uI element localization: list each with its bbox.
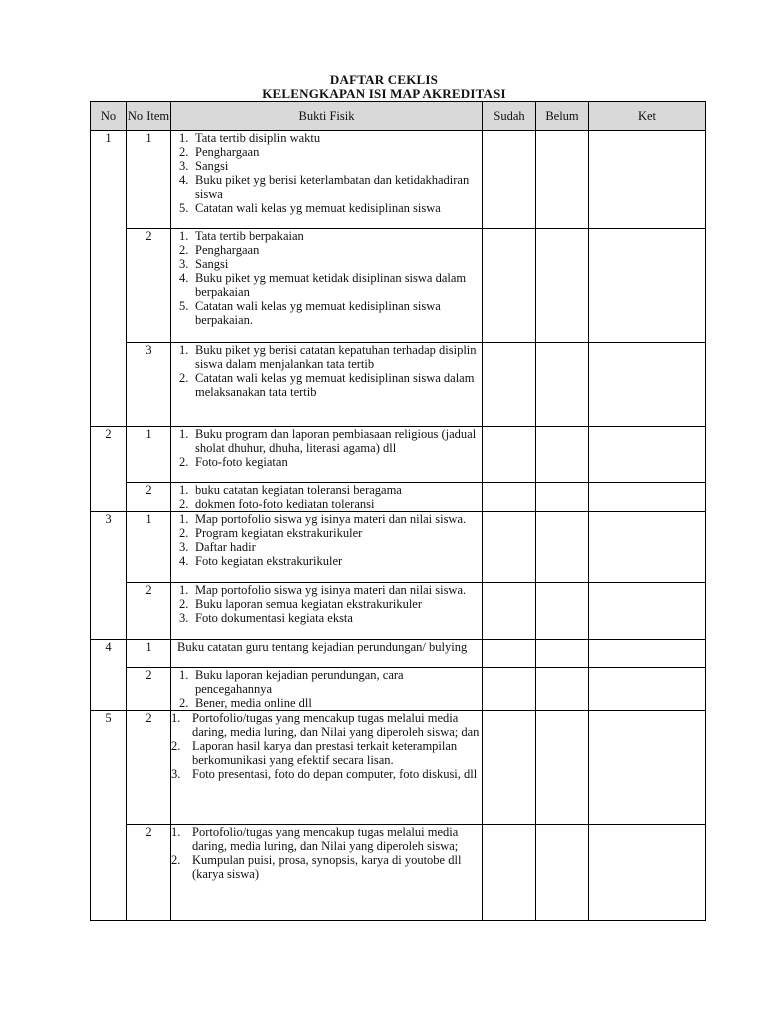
bukti-fisik-cell: [171, 512, 483, 583]
bukti-fisik-cell: [171, 583, 483, 640]
list-item-text: Catatan wali kelas yg memuat kedisiplinan siswa: [195, 201, 441, 215]
belum-cell: [536, 427, 589, 483]
list-item: [171, 131, 482, 145]
table-row: [91, 483, 706, 512]
header-ket: Ket: [589, 102, 706, 131]
bukti-fisik-list: [171, 583, 482, 625]
ket-cell: [589, 131, 706, 229]
item-number: 2: [127, 483, 171, 512]
list-item-number: 1.: [179, 512, 189, 526]
bukti-fisik-cell: [171, 229, 483, 343]
bukti-fisik-list: [171, 711, 482, 781]
list-item-text: Program kegiatan ekstrakurikuler: [195, 526, 363, 540]
table-row: [91, 343, 706, 427]
list-item-text: Buku laporan semua kegiatan ekstrakurikuler: [195, 597, 423, 611]
list-item-text: Penghargaan: [195, 243, 260, 257]
sudah-cell: [483, 131, 536, 229]
header-no-item: No Item: [127, 102, 171, 131]
bukti-fisik-list: [171, 668, 482, 710]
list-item: [171, 145, 482, 159]
belum-cell: [536, 512, 589, 583]
list-item: [171, 711, 482, 739]
table-row: [91, 427, 706, 483]
group-number: 4: [91, 640, 127, 711]
list-item-text: Tata tertib disiplin waktu: [195, 131, 321, 145]
header-belum: Belum: [536, 102, 589, 131]
list-item-number: 1.: [171, 825, 181, 839]
sudah-cell: [483, 343, 536, 427]
item-number: 2: [127, 825, 171, 921]
list-item: [171, 201, 482, 215]
item-number: 2: [127, 711, 171, 825]
list-item-number: 2.: [179, 145, 189, 159]
list-item-number: 1.: [179, 668, 189, 682]
group-number: 1: [91, 131, 127, 427]
list-item-text: Daftar hadir: [195, 540, 256, 554]
item-number: 1: [127, 512, 171, 583]
list-item-text: Sangsi: [195, 257, 229, 271]
list-item: [171, 243, 482, 257]
ket-cell: [589, 825, 706, 921]
list-item: [171, 825, 482, 853]
list-item-text: Kumpulan puisi, prosa, synopsis, karya di youtobe dll (karya siswa): [192, 853, 462, 881]
item-number: 1: [127, 640, 171, 668]
sudah-cell: [483, 825, 536, 921]
header-no: No: [91, 102, 127, 131]
ket-cell: [589, 668, 706, 711]
bukti-fisik-list: [171, 229, 482, 327]
list-item: [171, 497, 482, 511]
ket-cell: [589, 427, 706, 483]
item-number: 1: [127, 427, 171, 483]
list-item-number: 2.: [179, 526, 189, 540]
bukti-fisik-cell: [171, 343, 483, 427]
belum-cell: [536, 583, 589, 640]
list-item-number: 2.: [179, 696, 189, 710]
list-item: [171, 696, 482, 710]
table-row: [91, 229, 706, 343]
belum-cell: [536, 668, 589, 711]
list-item-text: Map portofolio siswa yg isinya materi dan nilai siswa.: [195, 583, 467, 597]
list-item-number: 3.: [171, 767, 181, 781]
ket-cell: [589, 343, 706, 427]
list-item-number: 1.: [179, 483, 189, 497]
checklist-table: [90, 101, 706, 921]
bukti-fisik-cell: [171, 483, 483, 512]
table-row: [91, 825, 706, 921]
list-item-number: 2.: [171, 739, 181, 753]
list-item-number: 3.: [179, 159, 189, 173]
table-row: [91, 640, 706, 668]
ket-cell: [589, 483, 706, 512]
list-item-number: 1.: [179, 427, 189, 441]
list-item-number: 1.: [179, 229, 189, 243]
list-item: [171, 343, 482, 371]
list-item: [171, 611, 482, 625]
item-number: 2: [127, 668, 171, 711]
list-item: [171, 483, 482, 497]
list-item-text: Bener, media online dll: [195, 696, 312, 710]
table-row: [91, 583, 706, 640]
list-item-number: 3.: [179, 611, 189, 625]
list-item: [171, 455, 482, 469]
list-item-text: Foto presentasi, foto do depan computer, foto diskusi, dll: [192, 767, 478, 781]
sudah-cell: [483, 512, 536, 583]
sudah-cell: [483, 640, 536, 668]
list-item-text: Tata tertib berpakaian: [195, 229, 304, 243]
list-item-text: Foto kegiatan ekstrakurikuler: [195, 554, 343, 568]
list-item-text: Catatan wali kelas yg memuat kedisiplinan siswa berpakaian.: [195, 299, 441, 327]
belum-cell: [536, 131, 589, 229]
belum-cell: [536, 640, 589, 668]
belum-cell: [536, 343, 589, 427]
document-subtitle: KELENGKAPAN ISI MAP AKREDITASI: [262, 86, 506, 101]
table-header-row: [91, 102, 706, 131]
list-item: [171, 583, 482, 597]
bukti-fisik-text: Buku catatan guru tentang kejadian perundungan/ bulying: [177, 640, 468, 654]
list-item: [171, 526, 482, 540]
sudah-cell: [483, 668, 536, 711]
bukti-fisik-cell: [171, 825, 483, 921]
list-item-text: dokmen foto-foto kediatan toleransi: [195, 497, 375, 511]
belum-cell: [536, 229, 589, 343]
list-item: [171, 271, 482, 299]
list-item-number: 1.: [179, 583, 189, 597]
list-item: [171, 554, 482, 568]
list-item-text: Buku piket yg memuat ketidak disiplinan siswa dalam berpakaian: [195, 271, 467, 299]
bukti-fisik-cell: [171, 668, 483, 711]
list-item: [171, 853, 482, 881]
ket-cell: [589, 229, 706, 343]
list-item-number: 2.: [179, 497, 189, 511]
list-item-number: 1.: [171, 711, 181, 725]
list-item-number: 4.: [179, 173, 189, 187]
list-item: [171, 173, 482, 201]
list-item-number: 2.: [171, 853, 181, 867]
item-number: 1: [127, 131, 171, 229]
table-row: [91, 131, 706, 229]
bukti-fisik-cell: [171, 131, 483, 229]
list-item: [171, 597, 482, 611]
list-item: [171, 540, 482, 554]
group-number: 3: [91, 512, 127, 640]
list-item-number: 2.: [179, 371, 189, 385]
list-item-number: 2.: [179, 243, 189, 257]
list-item: [171, 257, 482, 271]
belum-cell: [536, 483, 589, 512]
list-item: [171, 299, 482, 327]
header-bukti-fisik: Bukti Fisik: [171, 102, 483, 131]
list-item-text: Sangsi: [195, 159, 229, 173]
list-item-text: Penghargaan: [195, 145, 260, 159]
bukti-fisik-list: [171, 427, 482, 469]
list-item-number: 1.: [179, 131, 189, 145]
sudah-cell: [483, 427, 536, 483]
list-item-text: Buku piket yg berisi keterlambatan dan ketidakhadiran siswa: [195, 173, 470, 201]
list-item: [171, 739, 482, 767]
list-item-number: 4.: [179, 271, 189, 285]
bukti-fisik-list: [171, 131, 482, 215]
list-item-number: 2.: [179, 455, 189, 469]
list-item-number: 3.: [179, 540, 189, 554]
list-item: [171, 427, 482, 455]
sudah-cell: [483, 711, 536, 825]
bukti-fisik-list: [171, 343, 482, 399]
list-item: [171, 512, 482, 526]
sudah-cell: [483, 483, 536, 512]
ket-cell: [589, 640, 706, 668]
list-item-text: Portofolio/tugas yang mencakup tugas melalui media daring, media luring, dan Nilai yang diperoleh siswa;: [192, 825, 459, 853]
list-item: [171, 668, 482, 696]
bukti-fisik-cell: [171, 427, 483, 483]
group-number: 2: [91, 427, 127, 512]
table-row: [91, 512, 706, 583]
item-number: 2: [127, 583, 171, 640]
item-number: 2: [127, 229, 171, 343]
belum-cell: [536, 711, 589, 825]
list-item: [171, 229, 482, 243]
list-item-text: Map portofolio siswa yg isinya materi dan nilai siswa.: [195, 512, 467, 526]
list-item-number: 4.: [179, 554, 189, 568]
list-item: [171, 159, 482, 173]
bukti-fisik-list: [171, 483, 482, 511]
document-title: DAFTAR CEKLIS: [329, 72, 439, 87]
bukti-fisik-cell: [171, 711, 483, 825]
table-row: [91, 668, 706, 711]
group-number: 5: [91, 711, 127, 921]
item-number: 3: [127, 343, 171, 427]
list-item-text: Buku program dan laporan pembiasaan religious (jadual sholat dhuhur, dhuha, literasi agama) dll: [195, 427, 477, 455]
list-item-text: Buku piket yg berisi catatan kepatuhan terhadap disiplin siswa dalam menjalankan tata tertib: [195, 343, 477, 371]
list-item-text: Foto dokumentasi kegiata eksta: [195, 611, 353, 625]
belum-cell: [536, 825, 589, 921]
list-item-text: Laporan hasil karya dan prestasi terkait keterampilan berkomunikasi yang efektif secara lisan.: [192, 739, 458, 767]
bukti-fisik-cell: [171, 640, 483, 668]
sudah-cell: [483, 229, 536, 343]
list-item-text: Catatan wali kelas yg memuat kedisiplinan siswa dalam melaksanakan tata tertib: [195, 371, 475, 399]
table-row: [91, 711, 706, 825]
list-item-text: Buku laporan kejadian perundungan, cara pencegahannya: [195, 668, 404, 696]
list-item-text: buku catatan kegiatan toleransi beragama: [195, 483, 402, 497]
list-item-number: 3.: [179, 257, 189, 271]
list-item-text: Portofolio/tugas yang mencakup tugas melalui media daring, media luring, dan Nilai yang diperoleh siswa; dan: [192, 711, 480, 739]
list-item: [171, 371, 482, 399]
ket-cell: [589, 583, 706, 640]
list-item: [171, 767, 482, 781]
ket-cell: [589, 711, 706, 825]
bukti-fisik-list: [171, 512, 482, 568]
header-sudah: Sudah: [483, 102, 536, 131]
sudah-cell: [483, 583, 536, 640]
list-item-text: Foto-foto kegiatan: [195, 455, 288, 469]
ket-cell: [589, 512, 706, 583]
bukti-fisik-list: [171, 825, 482, 881]
list-item-number: 5.: [179, 201, 189, 215]
table-body: [91, 131, 706, 921]
list-item-number: 1.: [179, 343, 189, 357]
list-item-number: 2.: [179, 597, 189, 611]
list-item-number: 5.: [179, 299, 189, 313]
